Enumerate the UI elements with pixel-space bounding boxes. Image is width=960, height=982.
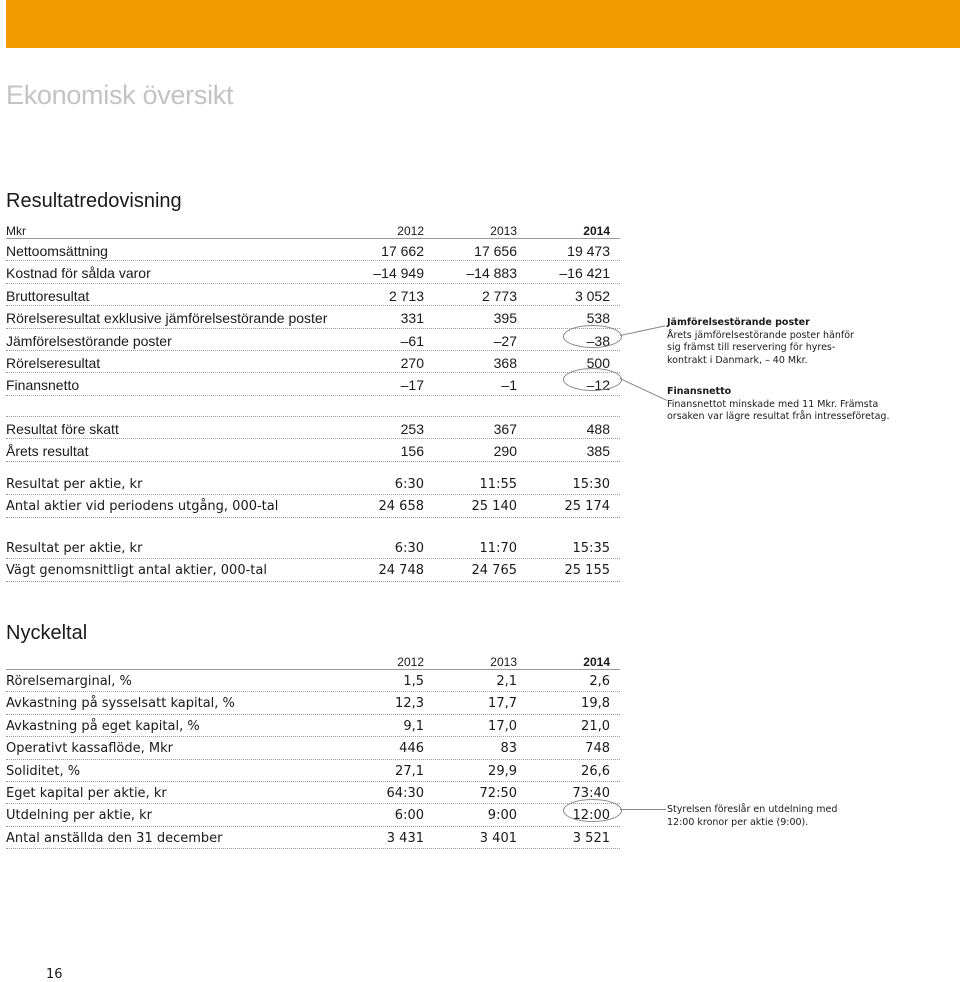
cell: 395 (493, 310, 517, 327)
cell: 73:40 (572, 785, 610, 801)
note-line: orsaken var lägre resultat från intresseföretag. (667, 411, 890, 423)
cell: 3 052 (574, 287, 610, 304)
row-label: Resultat per aktie, kr (6, 541, 143, 556)
cell: 2,1 (496, 674, 517, 689)
note-jamforelse (667, 317, 854, 367)
cell: 24 765 (471, 563, 517, 579)
row-label: Kostnad för sålda varor (6, 265, 151, 282)
table-row (6, 417, 620, 439)
row-label: Bruttoresultat (6, 287, 90, 304)
table-row (6, 239, 620, 261)
resultat-header-row (6, 220, 620, 239)
table-row (6, 495, 620, 517)
note-finansnetto (667, 386, 889, 424)
note-line: Årets jämförelsestörande poster hänför (667, 329, 854, 341)
table-row (6, 692, 620, 714)
table-row (6, 373, 620, 395)
cell: 9,1 (403, 718, 424, 734)
row-label: Avkastning på sysselsatt kapital, % (6, 696, 235, 712)
unit-label: Mkr (6, 224, 26, 238)
row-label: Jämförelsestörande poster (6, 332, 172, 349)
table-row (6, 715, 620, 737)
cell: 19,8 (581, 696, 610, 712)
row-label: Resultat per aktie, kr (6, 477, 143, 492)
cell: 25 174 (564, 499, 610, 515)
year-2014: 2014 (583, 655, 610, 669)
row-label: Antal aktier vid periodens utgång, 000-tal (6, 499, 279, 515)
cell: –1 (501, 377, 517, 394)
row-label: Eget kapital per aktie, kr (6, 785, 167, 801)
note-title: Jämförelsestörande poster (667, 317, 810, 328)
cell: 26,6 (581, 763, 610, 779)
cell: 748 (585, 741, 610, 757)
row-label: Årets resultat (6, 443, 89, 460)
nyckeltal-heading: Nyckeltal (6, 622, 88, 644)
cell: 368 (493, 354, 517, 371)
cell: 367 (493, 420, 517, 437)
year-2013: 2013 (490, 224, 517, 238)
cell: 15:30 (572, 477, 610, 492)
highlight-oval-jamforelse (563, 325, 622, 348)
cell: 17,7 (488, 696, 517, 712)
cell: 3 401 (479, 830, 517, 846)
cell: 25 155 (564, 563, 610, 579)
note-line: kontrakt i Danmark, – 40 Mkr. (667, 354, 808, 366)
cell: 3 431 (386, 830, 424, 846)
cell: 15:35 (572, 541, 610, 556)
cell: 488 (586, 420, 610, 437)
row-label: Resultat före skatt (6, 420, 119, 437)
cell: 12:00 (572, 808, 610, 824)
cell: 25 140 (471, 499, 517, 515)
table-row (6, 261, 620, 283)
note-utdelning (667, 804, 837, 829)
row-label: Operativt kassaflöde, Mkr (6, 741, 173, 757)
year-2012: 2012 (397, 224, 424, 238)
page-number: 16 (46, 967, 63, 982)
cell: 64:30 (386, 785, 424, 801)
leader-line (620, 325, 665, 336)
table-row (6, 329, 620, 351)
cell: 500 (586, 354, 610, 371)
note-line: 12:00 kronor per aktie (9:00). (667, 816, 809, 828)
note-title: Finansnetto (667, 386, 732, 397)
cell: 2 713 (388, 287, 424, 304)
cell: 27,1 (395, 763, 424, 779)
note-line: Finansnettot minskade med 11 Mkr. Främsta (667, 398, 879, 410)
cell: 24 748 (378, 563, 424, 579)
cell: 29,9 (488, 763, 517, 779)
resultat-heading: Resultatredovisning (6, 190, 182, 212)
cell: 17,0 (488, 718, 517, 734)
cell: 9:00 (487, 808, 517, 824)
year-2013: 2013 (490, 655, 517, 669)
table-row (6, 670, 620, 692)
cell: 17 662 (381, 243, 424, 259)
highlight-oval-finansnetto (563, 368, 622, 391)
cell: 3 521 (572, 830, 610, 846)
resultat-table (6, 220, 620, 462)
cell: 83 (500, 741, 517, 757)
row-label: Soliditet, % (6, 763, 81, 779)
row-label: Rörelsemarginal, % (6, 674, 132, 689)
cell: –14 949 (373, 265, 424, 282)
cell: 17 656 (474, 243, 517, 259)
table-row (6, 439, 620, 461)
cell: 2 773 (481, 287, 517, 304)
cell: 6:00 (394, 808, 424, 824)
table-row (6, 827, 620, 849)
note-line: sig främst till reservering för hyres- (667, 342, 836, 354)
table-row (6, 804, 620, 826)
nyckeltal-table (6, 651, 620, 849)
table-row (6, 473, 620, 495)
row-label: Rörelseresultat (6, 354, 101, 371)
cell: 11:70 (479, 541, 517, 556)
row-label: Finansnetto (6, 377, 80, 394)
table-row (6, 737, 620, 759)
table-row (6, 559, 620, 581)
cell: 72:50 (479, 785, 517, 801)
table-row (6, 537, 620, 559)
table-row (6, 782, 620, 804)
row-label: Vägt genomsnittligt antal aktier, 000-tal (6, 563, 267, 579)
cell: 21,0 (581, 718, 610, 734)
page-title: Ekonomisk översikt (6, 80, 234, 110)
cell: –27 (493, 332, 517, 349)
share-table-a (6, 473, 620, 518)
year-2012: 2012 (397, 655, 424, 669)
note-line: Styrelsen föreslår en utdelning med (667, 804, 838, 815)
row-label: Antal anställda den 31 december (6, 830, 223, 846)
cell: 331 (400, 310, 424, 327)
cell: 6:30 (394, 541, 424, 556)
row-spacer (6, 396, 620, 417)
cell: 538 (586, 310, 610, 327)
cell: –61 (400, 332, 424, 349)
cell: 2,6 (589, 674, 610, 689)
cell: –14 883 (466, 265, 517, 282)
table-row (6, 351, 620, 373)
top-accent-bar (6, 0, 960, 48)
leader-line (620, 378, 668, 401)
cell: 12,3 (395, 696, 424, 712)
row-label: Avkastning på eget kapital, % (6, 718, 200, 734)
cell: 270 (400, 354, 424, 371)
cell: 385 (586, 443, 610, 460)
cell: 1,5 (403, 674, 424, 689)
cell: –16 421 (559, 265, 610, 282)
cell: –38 (586, 332, 610, 349)
year-2014: 2014 (583, 224, 610, 238)
table-row (6, 760, 620, 782)
cell: 156 (400, 443, 424, 460)
cell: 253 (400, 420, 424, 437)
cell: 19 473 (567, 243, 610, 259)
nyckeltal-header-row (6, 651, 620, 670)
cell: 11:55 (479, 477, 517, 492)
table-row (6, 284, 620, 306)
row-label: Nettoomsättning (6, 243, 108, 259)
row-label: Rörelseresultat exklusive jämförelsestörande poster (6, 310, 328, 327)
table-row (6, 306, 620, 328)
cell: –17 (400, 377, 424, 394)
share-table-b (6, 537, 620, 582)
highlight-oval-utdelning (563, 799, 622, 822)
cell: 6:30 (394, 477, 424, 492)
cell: –12 (586, 377, 610, 394)
row-label: Utdelning per aktie, kr (6, 808, 153, 824)
cell: 446 (399, 741, 424, 757)
cell: 290 (493, 443, 517, 460)
cell: 24 658 (378, 499, 424, 515)
leader-line (620, 809, 666, 810)
